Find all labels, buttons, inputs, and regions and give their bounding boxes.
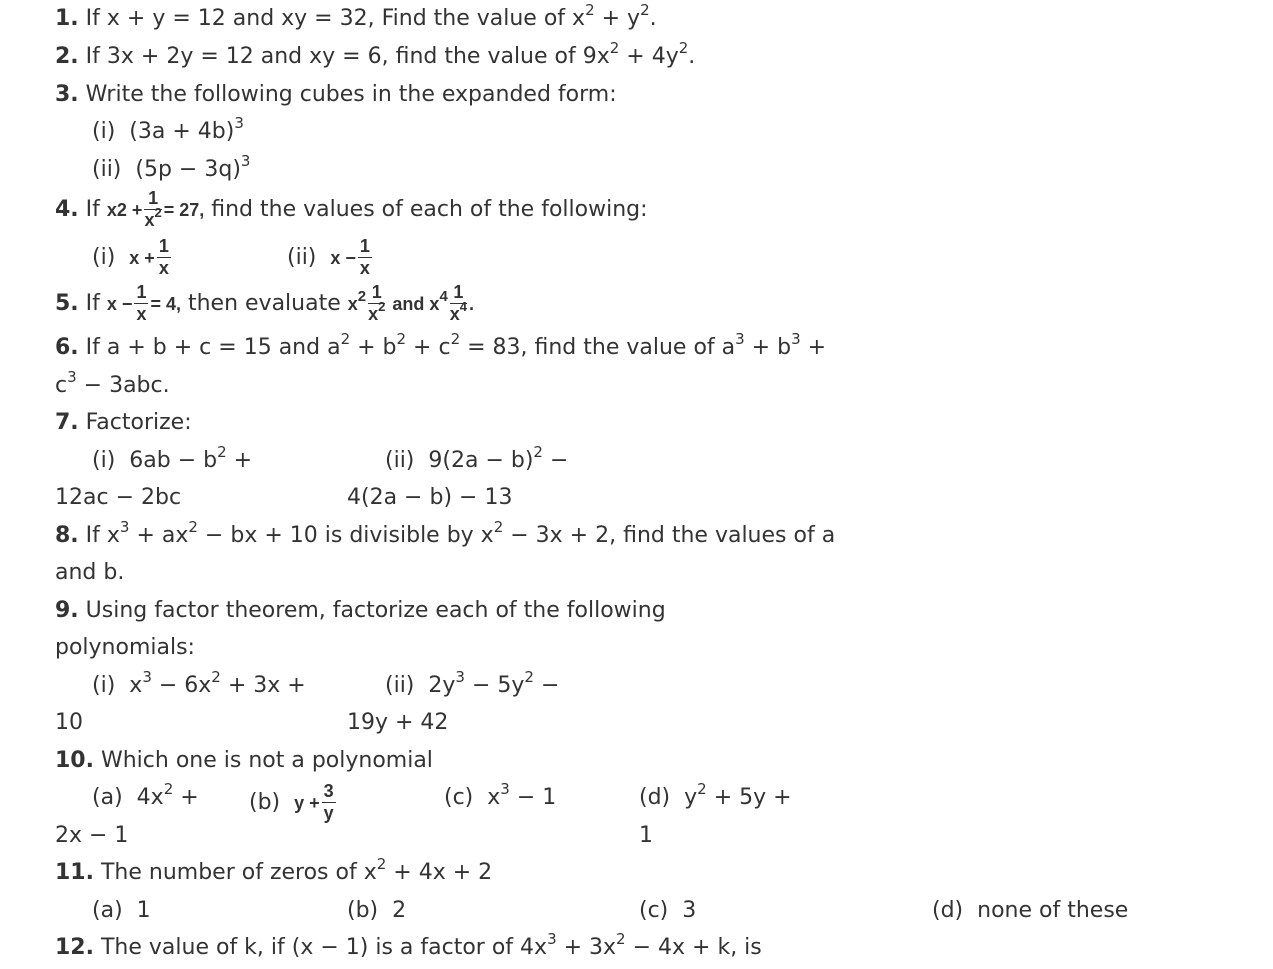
part-label: (ii) [287,245,317,270]
question-number: 10. [55,748,94,773]
q4-part-ii [287,235,374,281]
question-8 [55,517,836,548]
q7-part-ii-continuation: 4(2a − b) − 13 [347,485,513,510]
q11-option-c [639,900,696,922]
part-expression: $9(2a - b)^2$ − [428,442,569,473]
math-expression: x − $\frac{1}{x}$ = 4, [106,281,181,324]
option-label: (d) [639,785,671,810]
question-2 [55,38,696,69]
part-expression: $(3a + 4b)^3$ [129,113,244,144]
q10-option-a [92,779,199,810]
math-expression: y + $\frac{3}{y}$ [294,780,334,823]
question-text: Which one is not a polynomial [100,748,433,773]
q9-part-i [92,667,306,698]
question-number: 11. [55,860,94,885]
part-label: (i) [92,448,116,473]
question-9 [55,600,666,622]
question-number: 2. [55,44,79,69]
part-label: (i) [92,673,116,698]
question-text: The number of zeros of $x^2 + 4x + 2$ [100,854,493,885]
option-text: $y^2 + 5y$ + [684,779,792,810]
q9-part-i-continuation: 10 [55,710,83,735]
q3-part-i [92,113,244,144]
q7-part-i [92,442,253,473]
option-text: $4x^2$ + [136,779,199,810]
option-text: 3 [682,898,697,923]
option-label: (c) [444,785,474,810]
question-number: 7. [55,410,79,435]
q4-part-i [92,235,173,281]
question-4 [55,187,648,233]
option-label: (c) [639,898,669,923]
question-text: The value of k, if (x − 1) is a factor of $4x^3 + 3x^2 - 4x + k$, is [100,929,762,960]
question-text: If 3x + 2y = 12 and xy = 6, find the value of $9x^2 + 4y^2$. [85,38,696,69]
question-6-continuation: $c^3 - 3abc$. [55,367,170,398]
question-text: Write the following cubes in the expanded form: [85,82,617,107]
option-text: 1 [136,898,151,923]
question-text: Factorize: [85,410,192,435]
q10-option-d-continuation: 1 [639,823,653,848]
option-label: (b) [249,790,281,815]
question-number: 8. [55,523,79,548]
question-number: 3. [55,82,79,107]
option-text: 2 [392,898,407,923]
part-expression: $2y^3 - 5y^2$ − [428,667,560,698]
part-label: (i) [92,119,116,144]
question-12 [55,929,762,960]
part-expression: $x^3 - 6x^2 + 3x$ + [129,667,306,698]
part-expression: $(5p - 3q)^3$ [135,151,251,182]
question-number: 12. [55,935,94,960]
q9-part-ii [385,667,560,698]
q10-option-b [249,780,338,826]
q11-option-d [932,900,1128,922]
q10-option-d [639,779,792,810]
question-text: Using factor theorem, factorize each of the following [85,598,666,623]
question-number: 5. [55,291,79,316]
question-number: 9. [55,598,79,623]
q7-part-i-continuation: 12ac − 2bc [55,485,182,510]
question-number: 1. [55,6,79,31]
part-label: (i) [92,245,116,270]
question-text: If $x^3 + ax^2$ − bx + 10 is divisible by $x^2 - 3x + 2$, find the values of a [85,517,836,548]
part-expression: $6ab - b^2$ + [129,442,253,473]
q10-option-c [444,779,557,810]
option-label: (d) [932,898,964,923]
question-7 [55,412,192,434]
q9-part-ii-continuation: 19y + 42 [347,710,449,735]
option-label: (a) [92,785,123,810]
part-label: (ii) [385,673,415,698]
question-8-continuation: and b. [55,560,125,585]
question-text: If [85,197,100,222]
question-9-continuation: polynomials: [55,635,195,660]
question-1 [55,0,657,31]
question-11 [55,854,493,885]
part-label: (ii) [385,448,415,473]
question-text: find the values of each of the following: [211,197,648,222]
q7-part-ii [385,442,569,473]
question-number: 4. [55,197,79,222]
option-text: none of these [977,898,1129,923]
question-5 [55,281,474,327]
question-text: If x + y = 12 and xy = 32, Find the value of $x^2 + y^2$. [85,0,657,31]
question-number: 6. [55,335,79,360]
math-expression: x2 + $\frac{1}{x^2}$ = 27, [106,187,205,230]
option-label: (b) [347,898,379,923]
question-text: If a + b + c = 15 and $a^2 + b^2 + c^2 = 83$, find the value of $a^3 + b^3$ + [85,329,827,360]
question-text: If [85,291,100,316]
option-label: (a) [92,898,123,923]
q3-part-ii [92,151,251,182]
math-expression: x − $\frac{1}{x}$ [330,235,370,278]
question-10 [55,750,433,772]
question-6 [55,329,827,360]
q11-option-a [92,900,151,922]
option-text: $x^3 - 1$ [487,779,557,810]
question-text: then evaluate [187,291,341,316]
math-expression: x + $\frac{1}{x}$ [129,235,169,278]
part-label: (ii) [92,157,122,182]
math-expression: $x^2$ $\frac{1}{x^2}$ and $x^4$ $\frac{1}{x^4}$ . [347,281,475,324]
q10-option-a-continuation: 2x − 1 [55,823,129,848]
q11-option-b [347,900,406,922]
question-3 [55,84,617,106]
